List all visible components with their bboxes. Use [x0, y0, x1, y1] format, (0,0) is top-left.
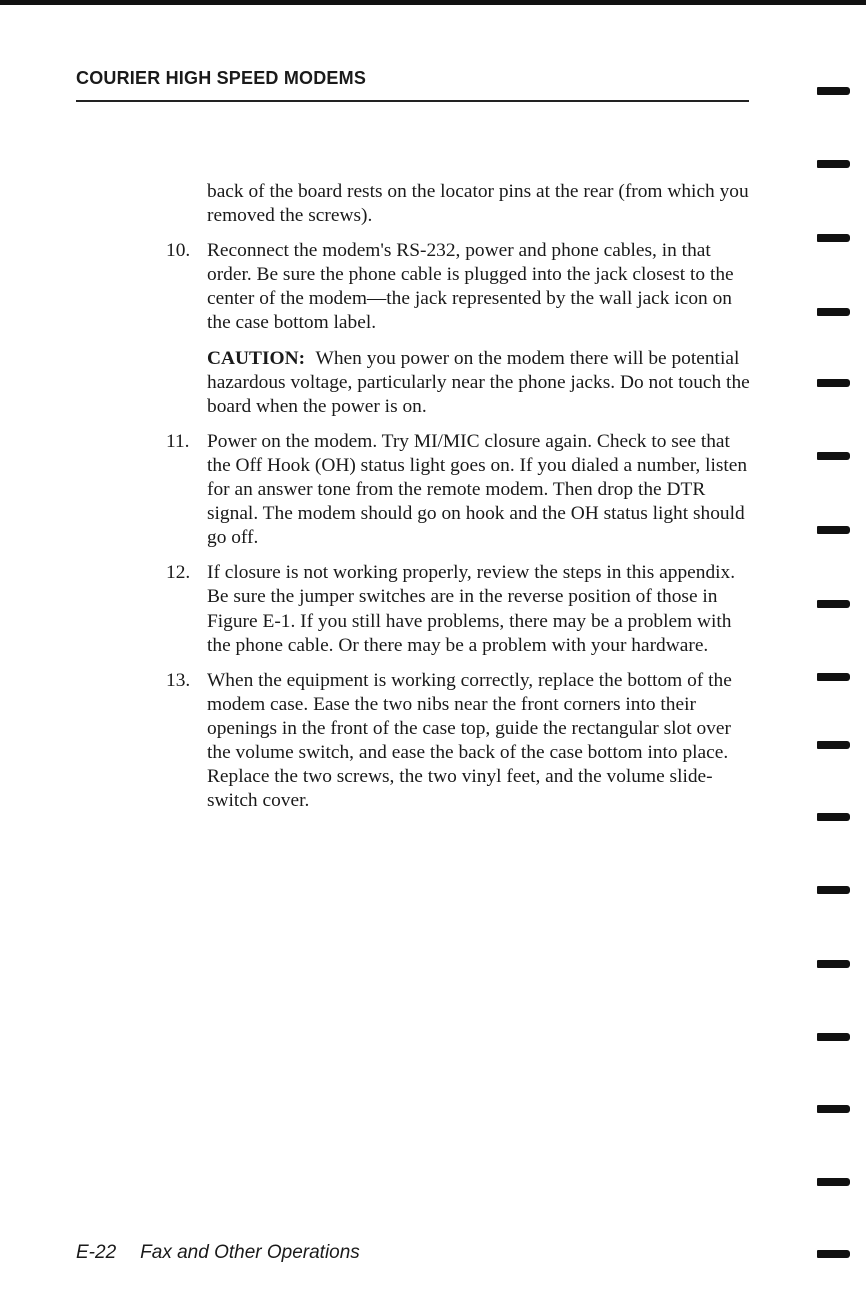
step-11: [166, 430, 751, 550]
edge-mark: [817, 379, 850, 387]
body-text: [166, 180, 751, 824]
edge-mark: [817, 960, 850, 968]
step-12: [166, 561, 751, 657]
edge-mark: [817, 526, 850, 534]
step-13: [166, 669, 751, 814]
edge-mark: [817, 160, 850, 168]
edge-mark: [817, 673, 850, 681]
continuation-paragraph: [166, 180, 751, 228]
edge-mark: [817, 308, 850, 316]
top-rule: [0, 0, 866, 5]
step-10: [166, 239, 751, 335]
caution-label: CAUTION:: [207, 347, 306, 369]
caution-body: [207, 347, 751, 419]
edge-mark: [817, 452, 850, 460]
edge-mark: [817, 234, 850, 242]
step-number: 11.: [166, 430, 190, 452]
step-text: If closure is not working properly, review the steps in this appendix. Be sure the jumper switches are in the reverse position of those in Figure E-1. If you still have problems, there may be a problem with the phone cable. Or there may be a problem with your hardware.: [207, 562, 736, 656]
section-title: Fax and Other Operations: [140, 1242, 360, 1263]
edge-mark: [817, 1250, 850, 1258]
step-text: Reconnect the modem's RS-232, power and phone cables, in that order. Be sure the phone cable is plugged into the jack closest to the center of the modem—the jack represented by the wall jack icon on the case bottom label.: [207, 240, 734, 334]
edge-mark: [817, 886, 850, 894]
caution-text: When you power on the modem there will be potential hazardous voltage, particularly near the phone jacks. Do not touch the board when the power is on.: [207, 347, 750, 417]
edge-mark: [817, 87, 850, 95]
page-number: E-22: [76, 1242, 117, 1263]
edge-mark: [817, 600, 850, 608]
running-header: COURIER HIGH SPEED MODEMS: [76, 68, 367, 88]
edge-mark: [817, 1033, 850, 1041]
step-text: Power on the modem. Try MI/MIC closure again. Check to see that the Off Hook (OH) status light goes on. If you dialed a number, listen for an answer tone from the remote modem. Then drop the DTR signal. The modem should go on hook and the OH status light should go off.: [207, 430, 748, 549]
continuation-text: back of the board rests on the locator pins at the rear (from which you removed the screws).: [207, 181, 749, 227]
edge-mark: [817, 1178, 850, 1186]
step-number: 13.: [166, 669, 191, 691]
edge-mark: [817, 1105, 850, 1113]
step-text: When the equipment is working correctly, replace the bottom of the modem case. Ease the two nibs near the front corners into their openings in the front of the case top, guide the rectangular slot over the volume switch, and ease the back of the case bottom into place. Replace the two screws, the two vinyl feet, and the volume slide-switch cover.: [207, 669, 732, 812]
edge-mark: [817, 813, 850, 821]
step-number: 10.: [166, 240, 191, 262]
header-rule: [76, 100, 749, 102]
step-number: 12.: [166, 562, 191, 584]
edge-mark: [817, 741, 850, 749]
page-footer: [76, 1242, 360, 1264]
caution-note: [166, 347, 751, 419]
